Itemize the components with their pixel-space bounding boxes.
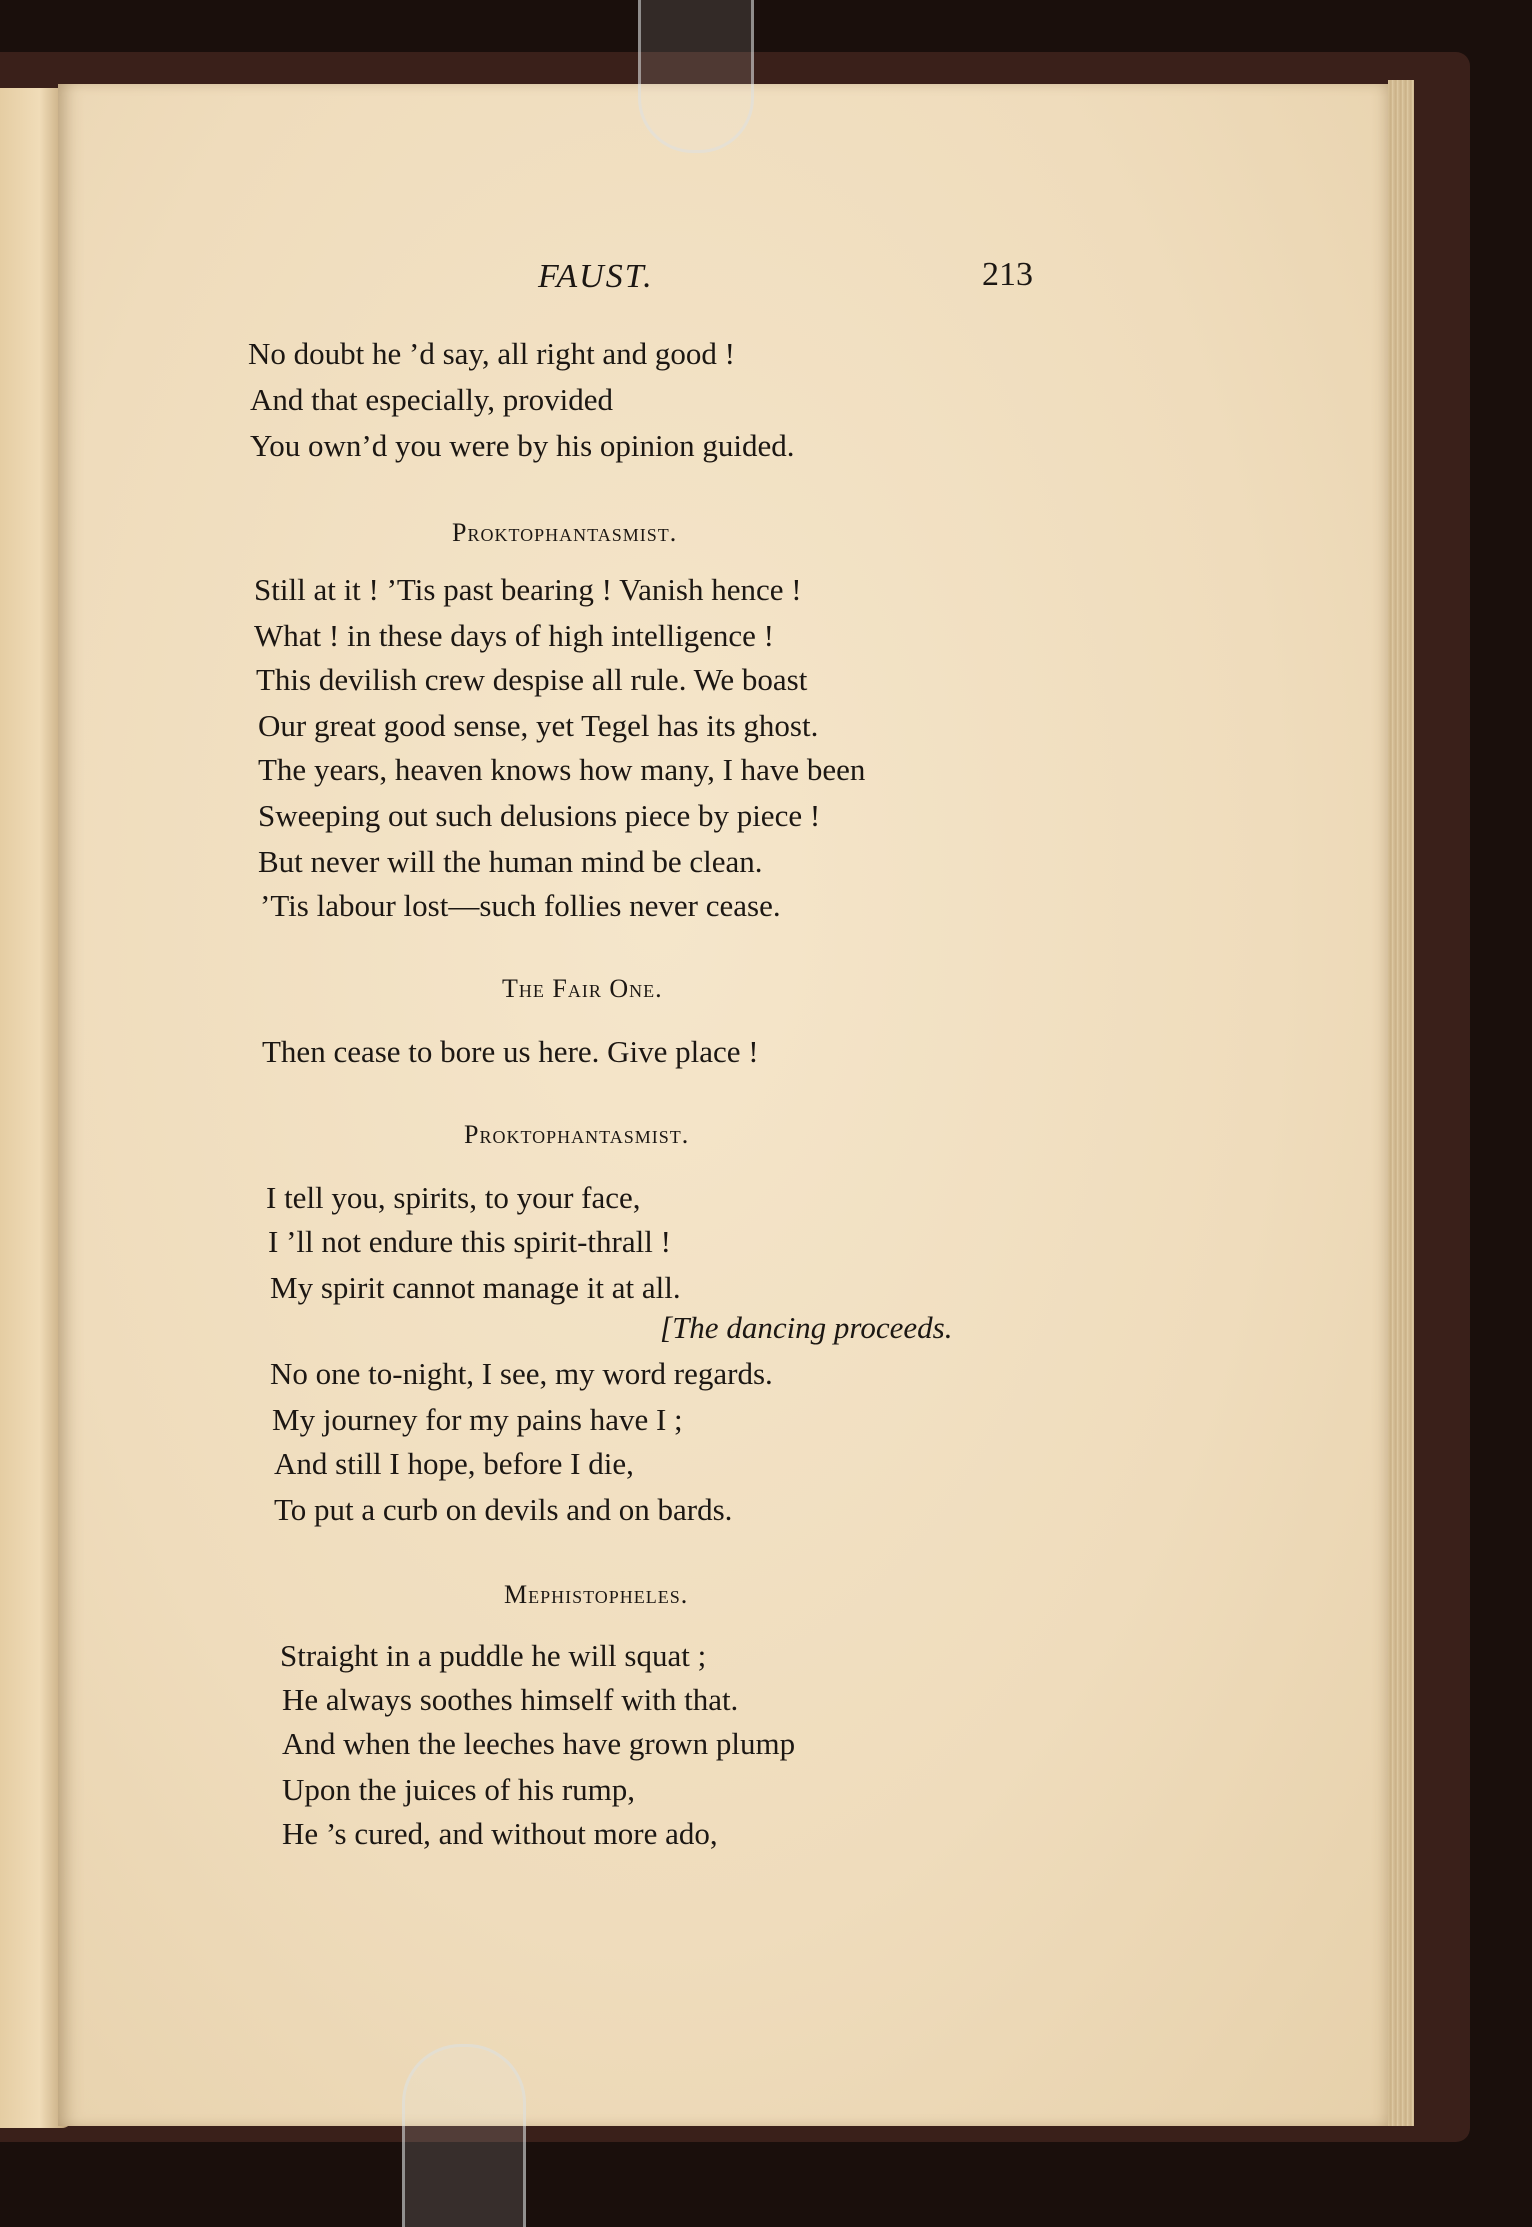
verse-line: ’Tis labour lost—such follies never cease. bbox=[260, 888, 781, 923]
verse-line: I ’ll not endure this spirit-thrall ! bbox=[268, 1224, 671, 1259]
verse-line: Upon the juices of his rump, bbox=[282, 1772, 636, 1807]
verse-line: My spirit cannot manage it at all. bbox=[270, 1270, 681, 1305]
book-clip-top bbox=[638, 0, 754, 153]
verse-line: He ’s cured, and without more ado, bbox=[282, 1816, 718, 1851]
page-number: 213 bbox=[982, 256, 1033, 293]
verse-line: This devilish crew despise all rule. We boast bbox=[256, 662, 808, 697]
stage-direction: [The dancing proceeds. bbox=[660, 1310, 953, 1345]
verse-line: Straight in a puddle he will squat ; bbox=[280, 1638, 707, 1673]
book-clip-bottom bbox=[402, 2044, 526, 2227]
verse-line: No doubt he ’d say, all right and good ! bbox=[248, 336, 736, 371]
verse-line: Our great good sense, yet Tegel has its ghost. bbox=[258, 708, 819, 743]
speaker-name: Mephistopheles. bbox=[504, 1580, 689, 1609]
verse-line: My journey for my pains have I ; bbox=[272, 1402, 683, 1437]
speaker-name: Proktophantasmist. bbox=[464, 1120, 690, 1149]
verse-line: What ! in these days of high intelligence ! bbox=[254, 618, 774, 653]
verse-line: The years, heaven knows how many, I have been bbox=[258, 752, 866, 787]
verse-line: No one to-night, I see, my word regards. bbox=[270, 1356, 773, 1391]
verse-line: I tell you, spirits, to your face, bbox=[266, 1180, 641, 1215]
running-title: FAUST. bbox=[538, 258, 654, 295]
speaker-name: The Fair One. bbox=[502, 974, 663, 1003]
page-stack-edge bbox=[1388, 80, 1414, 2126]
verse-line: Still at it ! ’Tis past bearing ! Vanish hence ! bbox=[254, 572, 802, 607]
speaker-name: Proktophantasmist. bbox=[452, 518, 678, 547]
verse-line: To put a curb on devils and on bards. bbox=[274, 1492, 733, 1527]
verse-line: But never will the human mind be clean. bbox=[258, 844, 763, 879]
verse-line: He always soothes himself with that. bbox=[282, 1682, 739, 1717]
verse-line: You own’d you were by his opinion guided. bbox=[250, 428, 795, 463]
verse-line: And when the leeches have grown plump bbox=[282, 1726, 796, 1761]
verse-line: And that especially, provided bbox=[250, 382, 613, 417]
verse-line: Then cease to bore us here. Give place ! bbox=[262, 1034, 759, 1069]
verse-line: And still I hope, before I die, bbox=[274, 1446, 634, 1481]
verse-line: Sweeping out such delusions piece by piece ! bbox=[258, 798, 821, 833]
